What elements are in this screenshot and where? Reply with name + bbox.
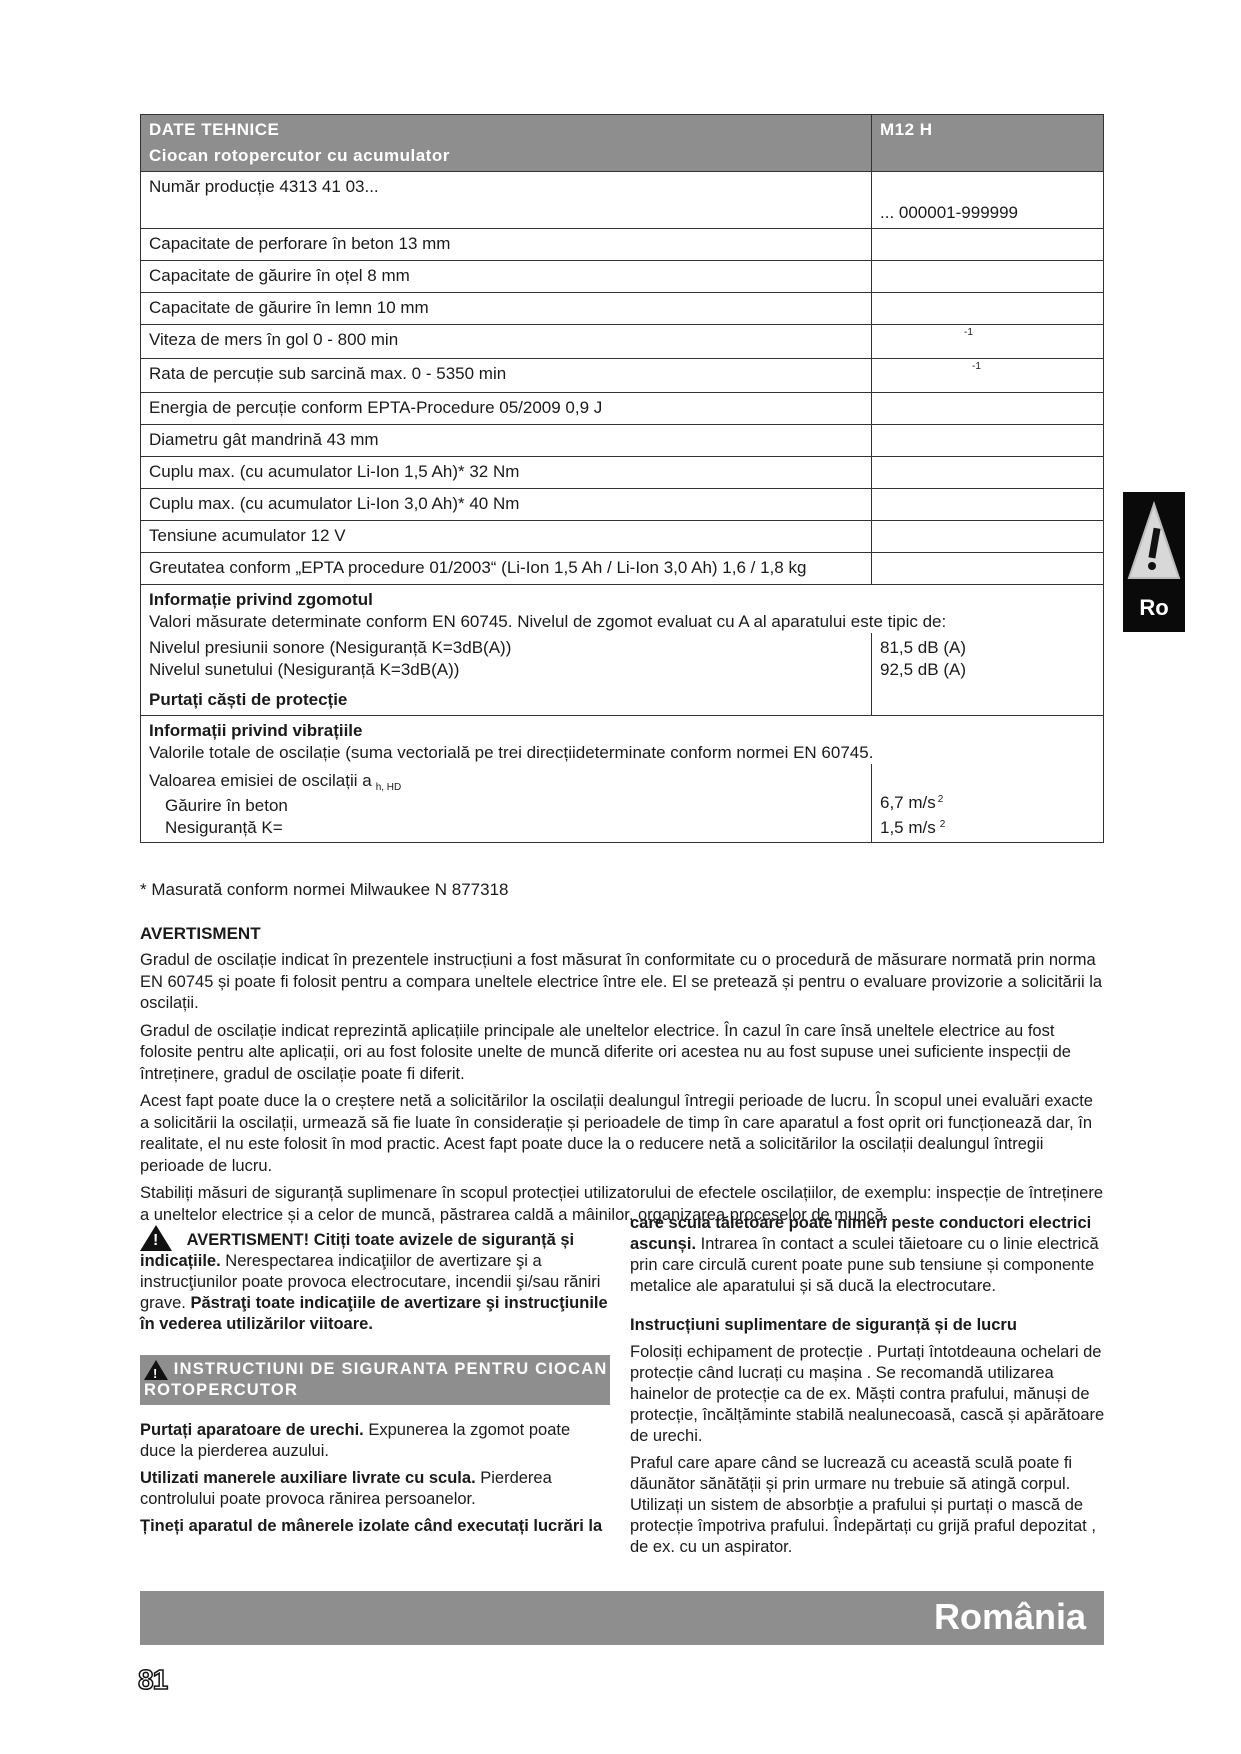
row-value: [872, 521, 1104, 553]
sound-pressure-value: 81,5 dB (A): [880, 638, 966, 657]
instruction-bold: Utilizati manerele auxiliare livrate cu scula.: [140, 1469, 476, 1487]
instruction-paragraph: [630, 1213, 1106, 1297]
row-label: Cuplu max. (cu acumulator Li-Ion 3,0 Ah)* 40 Nm: [141, 489, 872, 521]
instruction-bold: Țineți aparatul de mânerele izolate când executați lucrări la: [140, 1517, 603, 1535]
row-value: [872, 393, 1104, 425]
vibration-header: [141, 716, 1104, 765]
table-row: [141, 293, 1104, 325]
drilling-value: [880, 792, 1095, 817]
instruction-text: Intrarea în contact a sculei tăietoare cu o linie electrică prin care circulă curent poate pune sub tensiune și componente metalice ale aparatului și să ducă la electrocutare.: [630, 1235, 1099, 1295]
table-model: M12 H: [872, 115, 1104, 172]
safety-bold-2: Păstraţi toate indicaţiile de avertizare şi instrucţiunile în vederea utilizărilor viitoare.: [140, 1294, 608, 1333]
table-title: DATE TEHNICE: [149, 120, 280, 139]
unit-exponent: 2: [937, 794, 944, 805]
row-label: Viteza de mers în gol 0 - 800 min: [141, 325, 872, 359]
row-label: Tensiune acumulator 12 V: [141, 521, 872, 553]
row-label: Număr producție 4313 41 03...: [141, 172, 872, 229]
safety-warning: [140, 1225, 610, 1335]
unit-exponent: -1: [964, 327, 973, 338]
warning-paragraph: Acest fapt poate duce la o creștere netă a solicitărilor la oscilații dealungul întregii perioade de lucru. În scopul unei evaluări exacte a solicitării la oscilații, urmează să fie luate în considerație și perioadele de timp în care aparatul a fost oprit ori funcționează dar, în realitate, el nu este folosit în mod practic. Acest fapt poate duce la o reducere netă a solicitărilor la oscilații dealungul întregii perioade de lucru.: [140, 1092, 1093, 1175]
instruction-paragraph: [140, 1516, 610, 1537]
table-row: [141, 261, 1104, 293]
row-value: [872, 457, 1104, 489]
country-name: România: [933, 1596, 1086, 1637]
table-row: [141, 359, 1104, 393]
table-row: [141, 553, 1104, 585]
safety-bold-1: AVERTISMENT! Citiți toate avizele de siguranță și indicațiile.: [140, 1231, 575, 1270]
row-label: Greutatea conform „EPTA procedure 01/2003“ (Li-Ion 1,5 Ah / Li-Ion 3,0 Ah) 1,6 / 1,8 kg: [141, 553, 872, 585]
vibration-values-cell: [872, 764, 1104, 843]
right-column: [630, 1213, 1106, 1564]
row-value: [872, 261, 1104, 293]
language-code: Ro: [1139, 595, 1169, 620]
warning-paragraph: Stabiliți măsuri de siguranță suplimenare în scopul protecției utilizatorului de efectele oscilațiilor, de exemplu: inspecție de întreținere a uneltelor electrice și a celor de muncă, păstrarea caldă a mâinilor, organizarea proceselor de muncă.: [140, 1184, 1104, 1224]
row-value: [872, 489, 1104, 521]
sound-pressure-label: Nivelul presiunii sonore (Nesiguranță K=3dB(A)): [149, 638, 512, 657]
section-banner-text: INSTRUCTIUNI DE SIGURANTA PENTRU CIOCAN ROTOPERCUTOR: [144, 1360, 608, 1399]
warning-title: AVERTISMENT: [140, 924, 261, 943]
warning-triangle-icon: [140, 1225, 172, 1251]
table-row: [141, 229, 1104, 261]
row-value: [872, 553, 1104, 585]
table-row: [141, 172, 1104, 229]
instruction-paragraph: Praful care apare când se lucrează cu această sculă poate fi dăunător sănătății și prin urmare nu trebuie să atingă corpul. Utilizați un sistem de absorbție a prafului și purtați o mască de protecție împotriva prafului. Îndepărtați cu grijă praful depozitat , de ex. cu un aspirator.: [630, 1454, 1096, 1556]
table-row: [141, 393, 1104, 425]
emission-label: [149, 770, 863, 795]
table-row: [141, 457, 1104, 489]
left-column: [140, 1225, 610, 1341]
emission-label-text: Valoarea emisiei de oscilații a: [149, 771, 372, 790]
safety-section-banner: [140, 1355, 610, 1405]
row-value: [872, 359, 1104, 393]
uncertainty-value-text: 1,5 m/s: [880, 818, 936, 837]
left-column-instructions: [140, 1420, 610, 1537]
emission-subscript: h, HD: [375, 782, 402, 793]
instruction-bold: Purtați aparatoare de urechi.: [140, 1421, 364, 1439]
vibration-section: [141, 716, 1104, 765]
footnote: * Masurată conform normei Milwaukee N 877318: [140, 880, 509, 899]
instruction-paragraph: Folosiți echipament de protecție . Purtați întotdeauna ochelari de protecție când lucrați cu mașina . Se recomandă utilizarea hainelor de protecție ca de ex. Măști contra prafului, mănuși de protecție, încălțăminte stabilă nealunecoasă, cască și apărătoare de urechi.: [630, 1343, 1105, 1445]
instruction-text: Expunerea la zgomot poate duce la pierderea auzului.: [140, 1421, 571, 1460]
vibration-labels: [141, 764, 872, 843]
row-label: Rata de percuție sub sarcină max. 0 - 5350 min: [141, 359, 872, 393]
noise-header: [141, 585, 1104, 634]
noise-title: Informație privind zgomotul: [149, 590, 373, 609]
row-value: [872, 325, 1104, 359]
sound-power-value: 92,5 dB (A): [880, 660, 966, 679]
table-row: [141, 521, 1104, 553]
vibration-values: [141, 764, 1104, 843]
warning-icon: [1125, 498, 1183, 584]
safety-text: Nerespectarea indicaţiilor de avertizare şi a instrucţiunilor poate provoca electrocutare, incendii şi/sau răniri grave.: [140, 1252, 601, 1312]
table-subtitle: Ciocan rotopercutor cu acumulator: [149, 146, 450, 165]
page-number: 81: [138, 1664, 168, 1695]
instruction-text: Pierderea controlului poate provoca rănirea persoanelor.: [140, 1469, 552, 1508]
instruction-paragraph: [140, 1468, 610, 1510]
noise-desc: Valori măsurate determinate conform EN 60745. Nivelul de zgomot evaluat cu A al aparatului este tipic de:: [149, 612, 947, 631]
warning-triangle-icon: [144, 1360, 168, 1380]
vibration-title: Informații privind vibrațiile: [149, 721, 363, 740]
row-label: Capacitate de găurire în lemn 10 mm: [141, 293, 872, 325]
instruction-bold: care scula tăietoare poate nimeri peste conductori electrici ascunși.: [630, 1214, 1092, 1253]
row-label: Diametru gât mandrină 43 mm: [141, 425, 872, 457]
warning-paragraph: Gradul de oscilație indicat în prezentele instrucțiuni a fost măsurat în conformitate cu o procedură de măsurare normată prin norma EN 60745 și poate fi folosit pentru a compara uneltele electrice între ele. El se pretează și pentru o evaluare provizorie a solicitării la oscilații.: [140, 951, 1103, 1012]
row-value: [872, 172, 1104, 229]
noise-section: [141, 585, 1104, 634]
sound-power-label: Nivelul sunetului (Nesiguranță K=3dB(A)): [149, 660, 460, 679]
drilling-label: Găurire în beton: [165, 796, 288, 815]
row-value: [872, 425, 1104, 457]
unit-exponent: -1: [972, 361, 981, 372]
uncertainty-value: [880, 817, 1095, 842]
language-tab: [1123, 492, 1185, 632]
additional-instructions-heading: Instrucțiuni suplimentare de siguranță și de lucru: [630, 1316, 1017, 1334]
noise-values: [141, 633, 1104, 716]
warning-body: [140, 950, 1104, 1232]
noise-values-cell: [872, 633, 1104, 716]
vibration-desc: Valorile totale de oscilație (suma vectorială pe trei direcțiideterminate conform normei EN 60745.: [149, 743, 874, 762]
table-header: [141, 115, 1104, 172]
instruction-paragraph: [140, 1420, 610, 1462]
row-label: Capacitate de perforare în beton 13 mm: [141, 229, 872, 261]
row-label: Cuplu max. (cu acumulator Li-Ion 1,5 Ah)* 32 Nm: [141, 457, 872, 489]
technical-data-table: [140, 114, 1104, 843]
drilling-value-text: 6,7 m/s: [880, 793, 936, 812]
row-label: Energia de percuție conform EPTA-Procedure 05/2009 0,9 J: [141, 393, 872, 425]
table-row: [141, 325, 1104, 359]
row-value: [872, 293, 1104, 325]
country-banner: [140, 1591, 1104, 1645]
ear-protection-note: Purtați căști de protecție: [149, 690, 348, 709]
row-value: [872, 229, 1104, 261]
table-row: [141, 489, 1104, 521]
table-header-title: [141, 115, 872, 172]
row-label: Capacitate de găurire în oțel 8 mm: [141, 261, 872, 293]
unit-exponent: 2: [939, 819, 946, 830]
table-row: [141, 425, 1104, 457]
uncertainty-label: Nesiguranță K=: [165, 818, 283, 837]
production-range: ... 000001-999999: [880, 203, 1019, 222]
warning-paragraph: Gradul de oscilație indicat reprezintă aplicațiile principale ale uneltelor electrice. În cazul în care însă uneltele electrice au fost folosite pentru alte aplicații, ori au fost folosite unelte de muncă diferite ori acestea nu au fost supuse unei suficiente inspecții de întreținere, gradul de oscilație poate fi diferit.: [140, 1021, 1071, 1083]
noise-labels: [141, 633, 872, 716]
